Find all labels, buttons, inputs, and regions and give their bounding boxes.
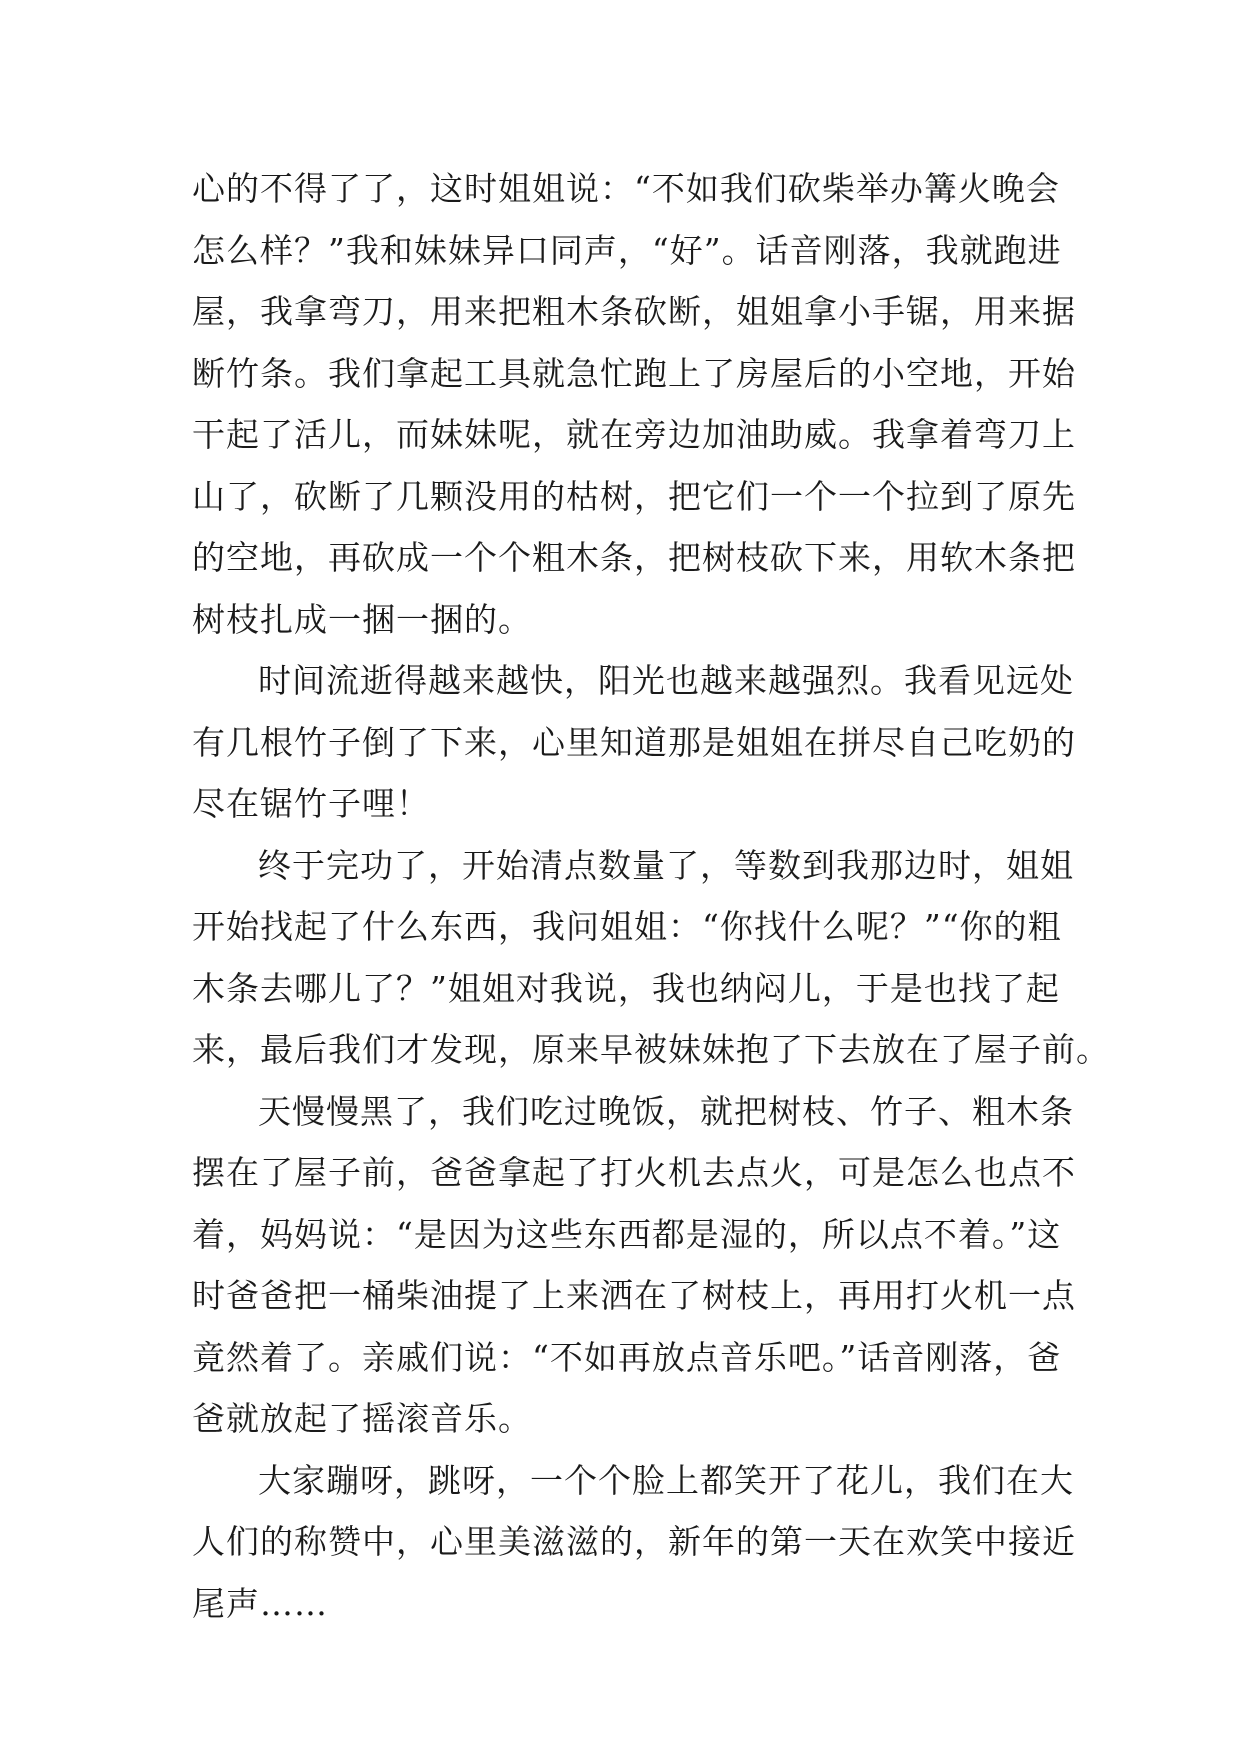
text-line: 山了，砍断了几颗没用的枯树，把它们一个一个拉到了原先 [192, 476, 1076, 516]
text-line: 尾声…… [192, 1583, 328, 1623]
text-line: 终于完功了，开始清点数量了，等数到我那边时，姐姐 [258, 845, 1074, 885]
text-line: 摆在了屋子前，爸爸拿起了打火机去点火，可是怎么也点不 [192, 1153, 1076, 1192]
text-line: 时爸爸把一桶柴油提了上来洒在了树枝上，再用打火机一点 [192, 1276, 1076, 1315]
text-line: 来，最后我们才发现，原来早被妹妹抱了下去放在了屋子前。 [192, 1030, 1110, 1069]
text-line: 时间流逝得越来越快，阳光也越来越强烈。我看见远处 [258, 661, 1074, 700]
text-line: 尽在锯竹子哩！ [192, 784, 430, 823]
text-line: 木条去哪儿了？”姐姐对我说，我也纳闷儿，于是也找了起 [192, 968, 1060, 1008]
text-line: 屋，我拿弯刀，用来把粗木条砍断，姐姐拿小手锯，用来据 [192, 292, 1076, 331]
text-line: 大家蹦呀，跳呀，一个个脸上都笑开了花儿，我们在大 [258, 1460, 1074, 1500]
text-line: 爸就放起了摇滚音乐。 [192, 1399, 532, 1438]
body-text [192, 158, 1110, 1634]
text-line: 怎么样？”我和妹妹异口同声，“好”。话音刚落，我就跑进 [192, 230, 1062, 270]
text-line: 着，妈妈说：“是因为这些东西都是湿的，所以点不着。”这 [192, 1214, 1062, 1254]
text-line: 树枝扎成一捆一捆的。 [192, 599, 532, 639]
text-line: 的空地，再砍成一个个粗木条，把树枝砍下来，用软木条把 [192, 538, 1076, 577]
text-line: 有几根竹子倒了下来，心里知道那是姐姐在拼尽自己吃奶的 [192, 722, 1076, 762]
text-line: 干起了活儿，而妹妹呢，就在旁边加油助威。我拿着弯刀上 [192, 415, 1076, 454]
text-line: 竟然着了。亲戚们说：“不如再放点音乐吧。”话音刚落，爸 [192, 1337, 1062, 1377]
text-line: 心的不得了了，这时姐姐说：“不如我们砍柴举办篝火晚会 [192, 169, 1060, 208]
text-line: 天慢慢黑了，我们吃过晚饭，就把树枝、竹子、粗木条 [258, 1091, 1074, 1131]
text-line: 人们的称赞中，心里美滋滋的，新年的第一天在欢笑中接近 [192, 1522, 1076, 1561]
text-line: 开始找起了什么东西，我问姐姐：“你找什么呢？”“你的粗 [192, 907, 1062, 946]
text-line: 断竹条。我们拿起工具就急忙跑上了房屋后的小空地，开始 [192, 353, 1076, 393]
